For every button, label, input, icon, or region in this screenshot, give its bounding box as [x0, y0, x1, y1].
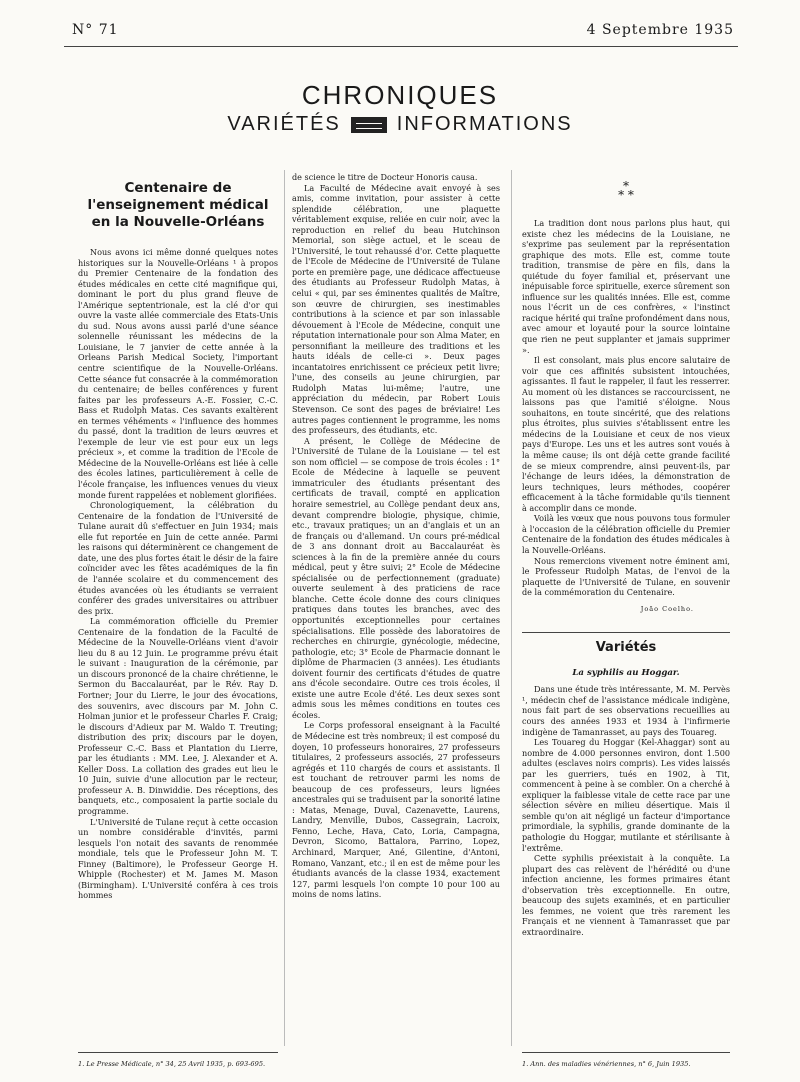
- article-title: Centenaire de l'enseignement médical en la Nouvelle-Orléans: [87, 180, 269, 230]
- column-divider: [284, 170, 285, 1046]
- section-title: Variétés: [595, 640, 657, 656]
- paragraph: L'Université de Tulane reçut à cette occasion un nombre considérable d'invités, parmi lesquels l'on notait des savants de renommée mondiale, tels que le Professeur John M. T. Finney (Baltimore), le Professeur George H. Whipple (Rochester) et M. James M. Mason (Birmingham). L'Université conféra à ces trois hommes: [78, 816, 278, 901]
- column-1: [78, 170, 278, 901]
- section-rule: [522, 632, 730, 633]
- paragraph: Voilà les vœux que nous pouvons tous formuler à l'occasion de la célébration officielle du Premier Centenaire de la fondation des études médicales à la Nouvelle-Orléans.: [522, 513, 730, 555]
- paragraph: Cette syphilis préexistait à la conquête. La plupart des cas relèvent de l'hérédité ou d'une infection ancienne, les formes primaires étant d'observation très exceptionnelle. En outre, beaucoup des sujets examinés, et en particulier les femmes, ne voient que très rarement les Français et ne viennent à Tamanrasset que par extraordinaire.: [522, 853, 730, 937]
- masthead-varietes: VARIÉTÉS: [227, 113, 341, 135]
- paragraph: Chronologiquement, la célébration du Centenaire de la fondation de l'Université de Tulane aurait dû s'effectuer en Juin 1934; mais elle fut reportée en Juin de cette année. Parmi les raisons qui déterminèrent ce changement de date, une des plus fortes était le désir de la faire coïncider avec les fêtes académiques de la fin de l'année scolaire et du commencement des études avancées où les étudiants se verraient conférer des grades universitaires ou attribuer des prix.: [78, 500, 278, 616]
- paragraph: Nous remercions vivement notre éminent ami, le Professeur Rudolph Matas, de l'envoi de la plaquette de l'Université de Tulane, en souvenir de la commémoration du Centenaire.: [522, 555, 730, 598]
- paragraph: A présent, le Collège de Médecine de l'Université de Tulane de la Louisiane — tel est son nom officiel — se compose de trois écoles : 1° Ecole de Médecine à laquelle se peuvent immatriculer des étudiants présentant des certificats de travail, compté en application horaire semestriel, au Collège pendant deux ans, devant comprendre biologie, physique, chimie, etc., travaux pratiques; un an d'anglais et un an de français ou d'allemand. Un cours pré-médical de 3 ans donnant droit au Baccalauréat ès sciences à la fin de la première année du cours médical, peut y être suivi; 2° Ecole de Médecine spécialisée ou de perfectionnement (graduate) ouverte seulement à des praticiens de race blanche. Cette école donne des cours cliniques pratiques dans toutes les branches, avec des opportunités exceptionnelles pour certaines spécialisations. Elle possède des laboratoires de recherches en chirurgie, gynécologie, médecine, pathologie, etc; 3° Ecole de Pharmacie donnant le diplôme de Pharmacien (3 années). Les étudiants doivent fournir des certificats d'études de quatre ans d'école secondaire. Outre ces trois écoles, il existe une autre Ecole d'été. Les deux sexes sont admis sous les mêmes conditions en toutes ces écoles.: [292, 435, 500, 720]
- signature: João Coelho.: [640, 604, 694, 613]
- masthead: [0, 80, 800, 136]
- paragraph: La tradition dont nous parlons plus haut, qui existe chez les médecins de la Louisiane, ne s'exprime pas seulement par la représentation graphique des mots. Elle est, comme toute tradition, transmise de père en fils, dans la quiétude du foyer familial et, préservant une inépuisable force spirituelle, exerce sûrement son influence sur les qualités innées. Elle est, comme nous l'écrit un de ces confrères, « l'instinct racique hérité qui traîne profondément dans nous, avec amour et loyauté pour la source lointaine que rien ne peut supplanter et jamais supprimer ».: [522, 218, 730, 355]
- issue-date: 4 Septembre 1935: [586, 22, 734, 38]
- paragraph: Il est consolant, mais plus encore salutaire de voir que ces affinités subsistent intouchées, agissantes. Il faut le rappeler, il faut les resserrer. Au moment où les distances se raccourcissent, ne laissons pas que l'amitié s'éloigne. Nous souhaitons, en toute sincérité, que des relations plus étroites, plus suivies s'établissent entre les médecins de la Louisiane et ceux de nos vieux pays d'Europe. Les uns et les autres sont voués à la même cause; ils ont déjà cette grande facilité de se mieux comprendre, ainsi peuvent-ils, par l'échange de leurs idées, la démonstration de leurs techniques, leurs méthodes, coopérer efficacement à la tâche formidable qu'ils tiennent à accomplir dans ce monde.: [522, 355, 730, 513]
- issue-number: N° 71: [72, 22, 119, 38]
- footnote: 1. Le Presse Médicale, n° 34, 25 Avril 1935, p. 693-695.: [78, 1052, 278, 1068]
- top-rule: [64, 46, 738, 47]
- paragraph: La commémoration officielle du Premier Centenaire de la fondation de la Faculté de Médecine de la Nouvelle-Orléans vient d'avoir lieu du 8 au 12 Juin. Le programme prévu était le suivant : Inauguration de la cérémonie, par un discours prononcé de la chaire chrétienne, le Sermon du Baccalauréat, par le Rév. Ray D. Fortner; Jour du Lierre, le jour des évocations, des souvenirs, avec discours par M. John C. Holman junior et le professeur Charles F. Craig; le discours d'Adieux par M. Waldo T. Treuting; distribution des prix; discours par le doyen, Professeur C.-C. Bass et Plantation du Lierre, par les étudiants : MM. Lee, J. Alexander et A. Keller Doss. La collation des grades eut lieu le 10 Juin, suivie d'une allocution par le recteur, professeur A. B. Dinwiddie. Des réceptions, des banquets, etc., composaient la partie sociale du programme.: [78, 616, 278, 816]
- ornament-icon: [351, 117, 387, 133]
- paragraph: Le Corps professoral enseignant à la Faculté de Médecine est très nombreux; il est composé du doyen, 10 professeurs honoraires, 27 professeurs titulaires, 2 professeurs associés, 27 professeurs agrégés et 110 chargés de cours et assistants. Il est touchant de retrouver parmi les noms de beaucoup de ces professeurs, leurs lignées ancestrales qui se traduisent par la sonorité latine : Matas, Menage, Duval, Cazenavette, Laurens, Landry, Menville, Dubos, Cassegrain, Lacroix, Fenno, Leche, Hava, Cato, Loria, Campagna, Devron, Sicomo, Battalora, Parrino, Lopez, Archinard, Marquer, Ané, Gilentine, d'Antoni, Romano, Vanzant, etc.; il en est de même pour les étudiants avancés de la classe 1934, exactement 127, parmi lesquels l'on compte 10 pour 100 au moins de noms latins.: [292, 720, 500, 900]
- section-separator: * * *: [618, 179, 634, 202]
- paragraph: de science le titre de Docteur Honoris causa.: [292, 172, 478, 182]
- masthead-title: CHRONIQUES: [301, 80, 499, 110]
- masthead-informations: INFORMATIONS: [396, 113, 573, 135]
- paragraph: La Faculté de Médecine avait envoyé à ses amis, comme invitation, pour assister à cette splendide célébration, une plaquette véritablement exquise, reliée en cuir noir, avec la reproduction en relief du beau Hutchinson Memorial, son siège actuel, et le sceau de l'Université, le tout rehaussé d'or. Cette plaquette de l'Ecole de Médecine de l'Université de Tulane porte en première page, une dédicace affectueuse des étudiants au Professeur Rudolph Matas, à celui « qui, par ses éminentes qualités de Maître, son œuvre de chirurgien, ses inestimables contributions à la science et par son inlassable dévouement à l'Ecole de Médecine, conquit une réputation internationale pour son Alma Mater, en personnifiant la meilleure des traditions et les hauts idéals de celle-ci ». Deux pages incantatoires enrichissent ce précieux petit livre; l'une, des conseils au jeune chirurgien, par Rudolph Matas lui-même; l'autre, une appréciation du médecin, par Robert Louis Stevenson. Ce sont des pages de bréviaire! Les autres pages contiennent le programme, les noms des professeurs, des étudiants, etc.: [292, 182, 500, 436]
- article-subtitle: La syphilis au Hoggar.: [572, 667, 680, 678]
- paragraph: Nous avons ici même donné quelques notes historiques sur la Nouvelle-Orléans ¹ à propos du Premier Centenaire de la fondation des études médicales en cette cité magnifique qui, dominant le port du plus grand fleuve de l'Amérique septentrionale, est la clé d'or qui ouvre la vaste allée commerciale des Etats-Unis du sud. Nous avons aussi parlé d'une séance solennelle réunissant les médecins de la Louisiane, le 7 janvier de cette année à la Orleans Parish Medical Society, l'important centre scientifique de la Nouvelle-Orléans. Cette séance fut consacrée à la commémoration du centenaire; de belles conférences y furent faites par les professeurs A.-E. Fossier, C.-C. Bass et Rudolph Matas. Ces savants exaltèrent en termes véhéments « l'influence des hommes du passé, dont la tradition de leurs œuvres et l'exemple de leur vie est pour eux un legs précieux », et comme la tradition de l'Ecole de Médecine de la Nouvelle-Orléans est liée à celle des écoles latines, particulièrement à celle de l'école française, les influences venues du vieux monde furent rappelées et noblement glorifiées.: [78, 247, 278, 500]
- footnote: 1. Ann. des maladies vénériennes, n° 6, Juin 1935.: [522, 1052, 730, 1068]
- column-3: [522, 172, 730, 937]
- column-divider: [511, 170, 512, 1046]
- paragraph: Les Touareg du Hoggar (Kel-Ahaggar) sont au nombre de 4.000 personnes environ, dont 1.500 adultes (esclaves noirs compris). Les vides laissés par les guerriers, tués en 1902, à Tit, commencent à peine à se combler. On a cherché à expliquer la faiblesse vitale de cette race par une sélection sévère en milieu désertique. Mais il semble qu'on ait négligé un facteur d'importance primordiale, la syphilis, grande dominante de la pathologie du Hoggar, mutilante et stérilisante à l'extrême.: [522, 737, 730, 853]
- paragraph: Dans une étude très intéressante, M. M. Pervès ¹, médecin chef de l'assistance médicale indigène, nous fait part de ses observations recueillies au cours des années 1933 et 1934 à l'infirmerie indigène de Tamanrasset, au pays des Touareg.: [522, 684, 730, 737]
- masthead-subtitle: [0, 113, 800, 136]
- column-2: [292, 172, 500, 900]
